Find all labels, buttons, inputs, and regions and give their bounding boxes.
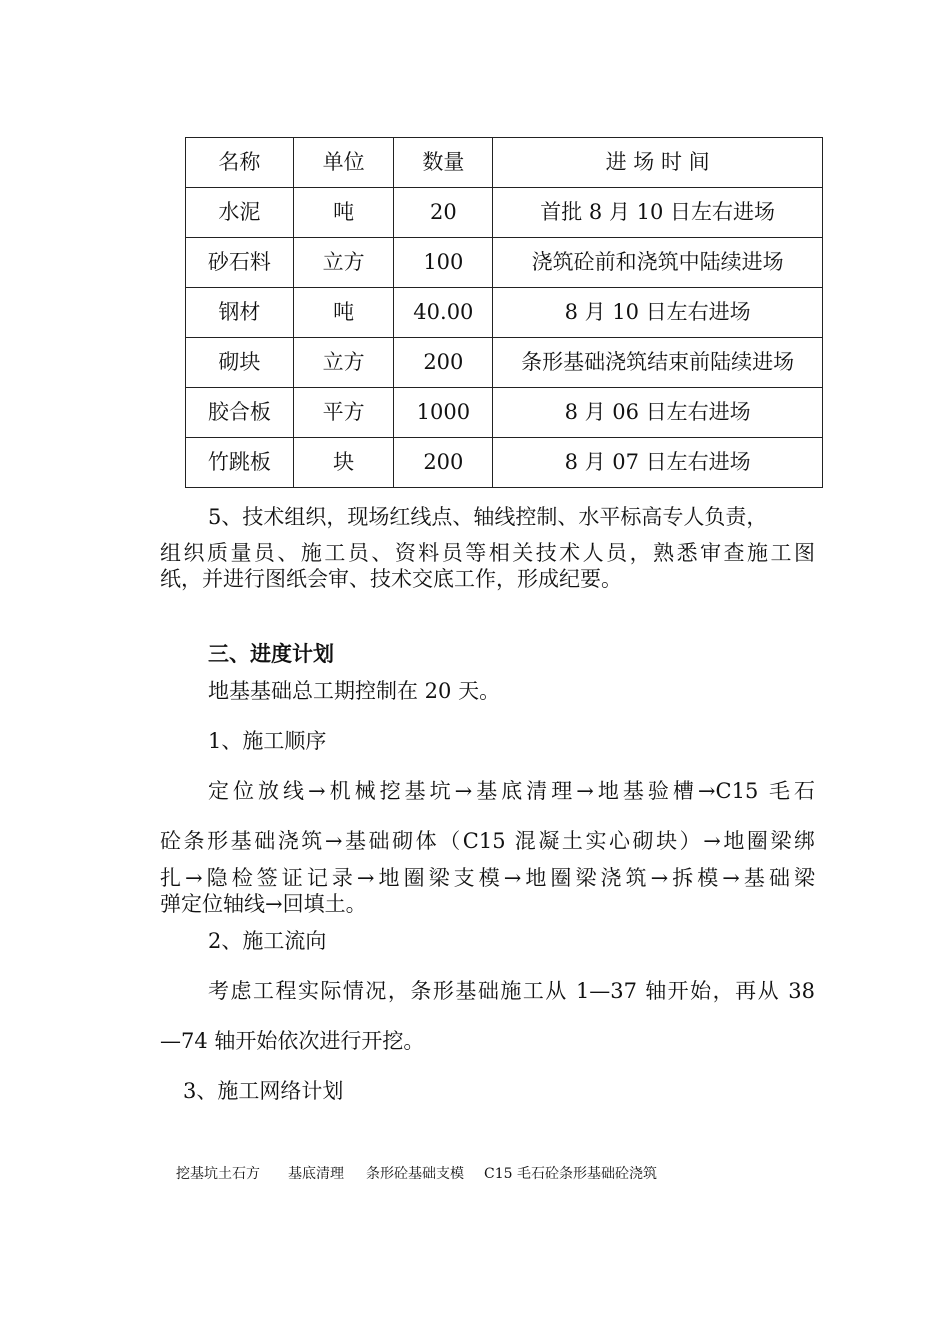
subheading-network-plan: 3、施工网络计划 xyxy=(183,1079,344,1103)
paragraph-sequence-line: 弹定位轴线→回填土。 xyxy=(160,892,367,916)
table-header-cell: 单位 xyxy=(293,138,394,188)
table-cell: 平方 xyxy=(293,388,394,438)
table-header-cell: 数量 xyxy=(394,138,493,188)
table-row xyxy=(186,238,823,288)
table-cell: 砌块 xyxy=(186,338,294,388)
table-cell: 吨 xyxy=(293,288,394,338)
table-cell: 8 月 10 日左右进场 xyxy=(493,288,823,338)
paragraph-flow-line: —74 轴开始依次进行开挖。 xyxy=(160,1029,425,1053)
network-label: 挖基坑土石方 xyxy=(176,1166,260,1182)
network-label: C15 毛石砼条形基础砼浇筑 xyxy=(484,1166,657,1182)
paragraph-sequence-line: 扎→隐检签证记录→地圈梁支模→地圈梁浇筑→拆模→基础梁 xyxy=(160,866,815,890)
paragraph-sequence-line: 定位放线→机械挖基坑→基底清理→地基验槽→C15 毛石 xyxy=(208,779,815,803)
paragraph-sequence-line: 砼条形基础浇筑→基础砌体（C15 混凝土实心砌块）→地圈梁绑 xyxy=(160,829,815,853)
table-row xyxy=(186,438,823,488)
materials-table xyxy=(185,137,823,488)
table-cell: 条形基础浇筑结束前陆续进场 xyxy=(493,338,823,388)
table-cell: 200 xyxy=(394,438,493,488)
table-cell: 竹跳板 xyxy=(186,438,294,488)
table-cell: 砂石料 xyxy=(186,238,294,288)
table-cell: 首批 8 月 10 日左右进场 xyxy=(493,188,823,238)
paragraph-technical-org-line: 5、技术组织，现场红线点、轴线控制、水平标高专人负责， xyxy=(208,505,768,529)
table-cell: 胶合板 xyxy=(186,388,294,438)
table-cell: 40.00 xyxy=(394,288,493,338)
table-header-row xyxy=(186,138,823,188)
paragraph-technical-org-line: 纸，并进行图纸会审、技术交底工作，形成纪要。 xyxy=(160,567,622,591)
subheading-construction-sequence: 1、施工顺序 xyxy=(208,729,327,753)
table-header-cell: 进 场 时 间 xyxy=(493,138,823,188)
paragraph-flow-line: 考虑工程实际情况，条形基础施工从 1—37 轴开始，再从 38 xyxy=(208,979,815,1003)
table-cell: 水泥 xyxy=(186,188,294,238)
section-heading-schedule: 三、进度计划 xyxy=(208,641,334,666)
table-cell: 立方 xyxy=(293,338,394,388)
subheading-construction-flow: 2、施工流向 xyxy=(208,929,327,953)
table-cell: 100 xyxy=(394,238,493,288)
table-cell: 立方 xyxy=(293,238,394,288)
paragraph-duration: 地基基础总工期控制在 20 天。 xyxy=(208,679,501,703)
table-cell: 1000 xyxy=(394,388,493,438)
network-label: 基底清理 xyxy=(288,1166,344,1182)
table-row xyxy=(186,388,823,438)
table-cell: 200 xyxy=(394,338,493,388)
table-cell: 块 xyxy=(293,438,394,488)
paragraph-technical-org-line: 组织质量员、施工员、资料员等相关技术人员，熟悉审查施工图 xyxy=(160,541,815,565)
table-row xyxy=(186,188,823,238)
table-cell: 浇筑砼前和浇筑中陆续进场 xyxy=(493,238,823,288)
table-cell: 20 xyxy=(394,188,493,238)
table-cell: 8 月 07 日左右进场 xyxy=(493,438,823,488)
table-header-cell: 名称 xyxy=(186,138,294,188)
table-cell: 8 月 06 日左右进场 xyxy=(493,388,823,438)
table-cell: 吨 xyxy=(293,188,394,238)
table-cell: 钢材 xyxy=(186,288,294,338)
table-row xyxy=(186,338,823,388)
table-row xyxy=(186,288,823,338)
network-label: 条形砼基础支模 xyxy=(366,1166,464,1182)
